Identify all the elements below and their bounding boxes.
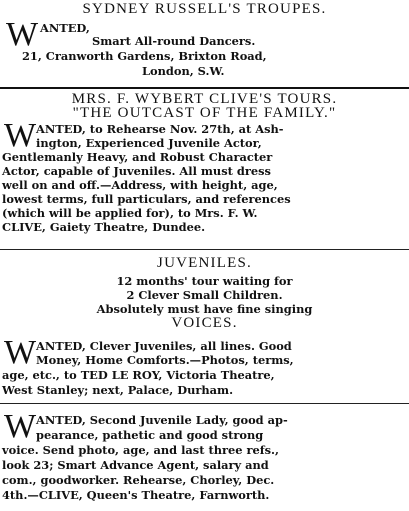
ad-text-line: 2 Clever Small Children. bbox=[126, 288, 283, 302]
ad-title: SYDNEY RUSSELL'S TROUPES. bbox=[82, 1, 327, 17]
ad-text-line: London, S.W. bbox=[142, 64, 225, 78]
ad-title: JUVENILES. bbox=[157, 255, 252, 271]
ad-text-line: well on and off.—Address, with height, age, bbox=[2, 178, 278, 192]
ad-text-line: 21, Cranworth Gardens, Brixton Road, bbox=[22, 49, 267, 63]
ad-text-line: Smart All-round Dancers. bbox=[92, 34, 256, 48]
ad-text-line: ANTED, bbox=[40, 21, 90, 35]
ad-text-line: CLIVE, Gaiety Theatre, Dundee. bbox=[2, 220, 206, 234]
ad-text-line: look 23; Smart Advance Agent, salary and bbox=[2, 458, 269, 472]
ad-text-line: Actor, capable of Juveniles. All must dress bbox=[2, 164, 271, 178]
divider-rule bbox=[0, 249, 409, 250]
divider-rule bbox=[0, 87, 409, 89]
ad-text-line: com., goodworker. Rehearse, Chorley, Dec. bbox=[2, 473, 275, 487]
ad-text-line: Absolutely must have fine singing bbox=[96, 302, 313, 316]
ad-subtitle: "THE OUTCAST OF THE FAMILY." bbox=[72, 105, 337, 121]
ad-text-line: 4th.—CLIVE, Queen's Theatre, Farnworth. bbox=[2, 488, 270, 502]
ad-text-line: voice. Send photo, age, and last three refs., bbox=[2, 443, 279, 457]
ad-text-line: ANTED, to Rehearse Nov. 27th, at Ash- bbox=[36, 122, 284, 136]
ad-text-line: ANTED, Clever Juveniles, all lines. Good bbox=[36, 339, 292, 353]
ad-text-line: West Stanley; next, Palace, Durham. bbox=[2, 383, 234, 397]
ad-subtitle: VOICES. bbox=[171, 315, 238, 331]
ad-text-line: 12 months' tour waiting for bbox=[116, 274, 293, 288]
ad-text-line: ington, Experienced Juvenile Actor, bbox=[36, 136, 262, 150]
ad-text-line: Money, Home Comforts.—Photos, terms, bbox=[36, 353, 294, 367]
ad-text-line: age, etc., to TED LE ROY, Victoria Theatre, bbox=[2, 368, 275, 382]
ad-text-line: lowest terms, full particulars, and references bbox=[2, 192, 291, 206]
drop-cap: W bbox=[6, 16, 39, 53]
ad-text-line: ANTED, Second Juvenile Lady, good ap- bbox=[36, 413, 288, 427]
ad-text-line: (which will be applied for), to Mrs. F. W. bbox=[2, 206, 258, 220]
drop-cap: W bbox=[4, 408, 37, 445]
divider-rule bbox=[0, 403, 409, 404]
ad-text-line: Gentlemanly Heavy, and Robust Character bbox=[2, 150, 273, 164]
drop-cap: W bbox=[4, 117, 37, 154]
drop-cap: W bbox=[4, 334, 37, 371]
ad-text-line: pearance, pathetic and good strong bbox=[36, 428, 264, 442]
ad-title: MRS. F. WYBERT CLIVE'S TOURS. bbox=[71, 91, 338, 107]
